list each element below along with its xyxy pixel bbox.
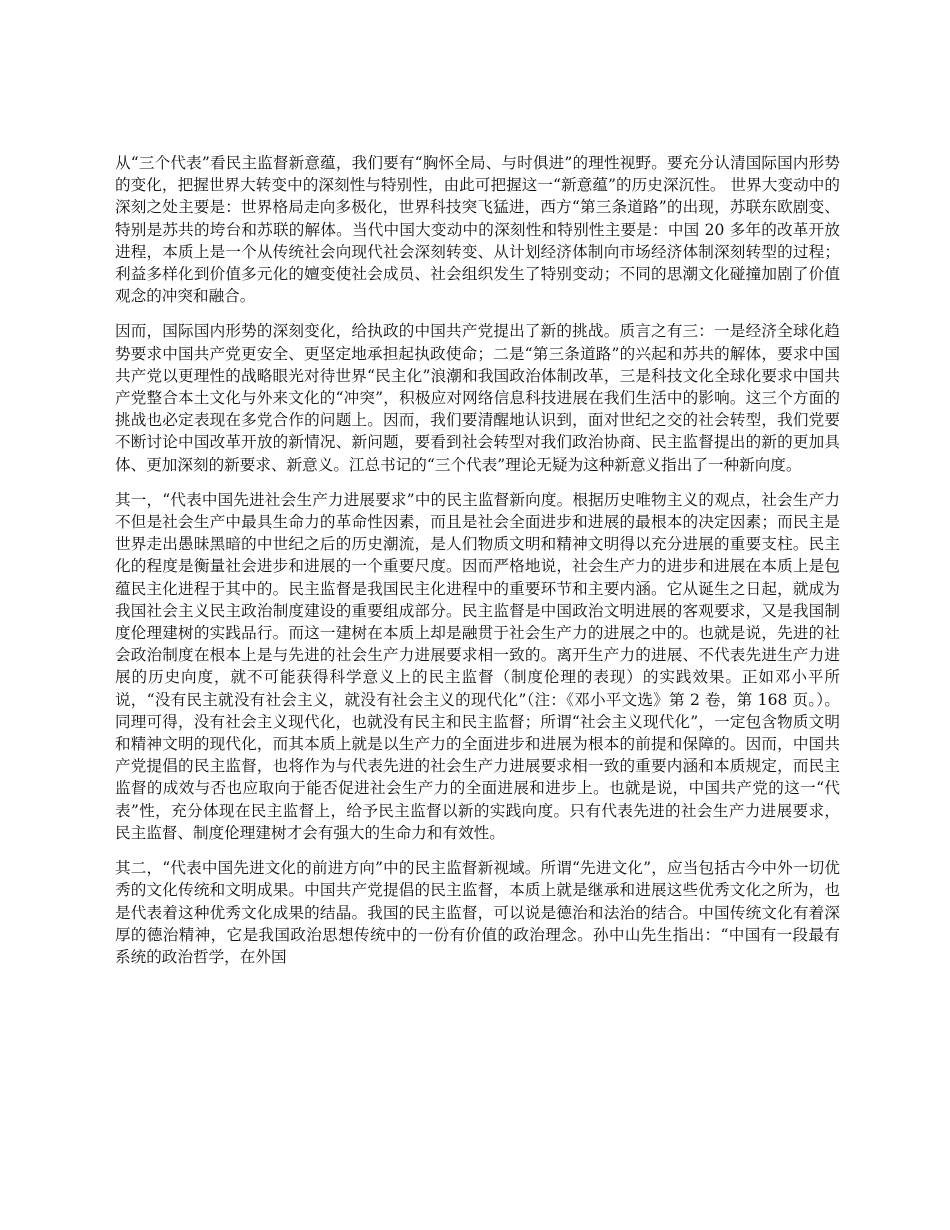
document-body bbox=[115, 152, 840, 981]
paragraph-4: 其二，“代表中国先进文化的前进方向”中的民主监督新视域。所谓“先进文化”，应当包括古今中外一切优秀的文化传统和文明成果。中国共产党提倡的民主监督，本质上就是继承和进展这些优秀文化之所为，也是代表着这种优秀文化成果的结晶。我国的民主监督，可以说是德治和法治的结合。中国传统文化有着深厚的德治精神，它是我国政治思想传统中的一份有价值的政治理念。孙中山先生指出：“中国有一段最有系统的政治哲学，在外国 bbox=[115, 859, 840, 966]
paragraph-2: 因而，国际国内形势的深刻变化，给执政的中国共产党提出了新的挑战。质言之有三：一是经济全球化趋势要求中国共产党更安全、更坚定地承担起执政使命；二是“第三条道路”的兴起和苏共的解体，要求中国共产党以更理性的战略眼光对待世界“民主化”浪潮和我国政治体制改革，三是科技文化全球化要求中国共产党整合本土文化与外来文化的“冲突”，积极应对网络信息科技进展在我们生活中的影响。这三个方面的挑战也必定表现在多党合作的问题上。因而，我们要清醒地认识到，面对世纪之交的社会转型，我们党要不断讨论中国改革开放的新情况、新问题，要看到社会转型对我们政治协商、民主监督提出的新的更加具体、更加深刻的新要求、新意义。江总书记的“三个代表”理论无疑为这种新意义指出了一种新向度。 bbox=[115, 322, 840, 474]
paragraph-1: 从“三个代表”看民主监督新意蕴，我们要有“胸怀全局、与时俱进”的理性视野。要充分认清国际国内形势的变化，把握世界大转变中的深刻性与特别性，由此可把握这一“新意蕴”的历史深沉性。 世界大变动中的深刻之处主要是：世界格局走向多极化，世界科技突飞猛进，西方“第三条道路”的出现，苏联东欧剧变、特别是苏共的垮台和苏联的解体。当代中国大变动中的深刻性和特别性主要是：中国 20 多年的改革开放进程，本质上是一个从传统社会向现代社会深刻转变、从计划经济体制向市场经济体制深刻转型的过程；利益多样化到价值多元化的嬗变使社会成员、社会组织发生了特别变动；不同的思潮文化碰撞加剧了价值观念的冲突和融合。 bbox=[115, 154, 840, 306]
paragraph-3: 其一，“代表中国先进社会生产力进展要求”中的民主监督新向度。根据历史唯物主义的观点，社会生产力不但是社会生产中最具生命力的革命性因素，而且是社会全面进步和进展的最根本的决定因素；而民主是世界走出愚昧黑暗的中世纪之后的历史潮流，是人们物质文明和精神文明得以充分进展的重要支柱。民主化的程度是衡量社会进步和进展的一个重要尺度。因而严格地说，社会生产力的进步和进展在本质上是包蕴民主化进程于其中的。民主监督是我国民主化进程中的重要环节和主要内涵。它从诞生之日起，就成为我国社会主义民主政治制度建设的重要组成部分。民主监督是中国政治文明进展的客观要求，又是我国制度伦理建树的实践品行。而这一建树在本质上却是融贯于社会生产力的进展之中的。也就是说，先进的社会政治制度在根本上是与先进的社会生产力进展要求相一致的。离开生产力的进展、不代表先进生产力进展的历史向度，就不可能获得科学意义上的民主监督（制度伦理的表现）的实践效果。正如邓小平所说，“没有民主就没有社会主义，就没有社会主义的现代化”（注：《邓小平文选》第 2 卷，第 168 页。）。同理可得，没有社会主义现代化，也就没有民主和民主监督；所谓“社会主义现代化”，一定包含物质文明和精神文明的现代化，而其本质上就是以生产力的全面进步和进展为根本的前提和保障的。因而，中国共产党提倡的民主监督，也将作为与代表先进的社会生产力进展要求相一致的重要内涵和本质规定，而民主监督的成效与否也应取向于能否促进社会生产力的全面进展和进步上。也就是说，中国共产党的这一“代表”性，充分体现在民主监督上，给予民主监督以新的实践向度。只有代表先进的社会生产力进展要求，民主监督、制度伦理建树才会有强大的生命力和有效性。 bbox=[115, 490, 840, 842]
